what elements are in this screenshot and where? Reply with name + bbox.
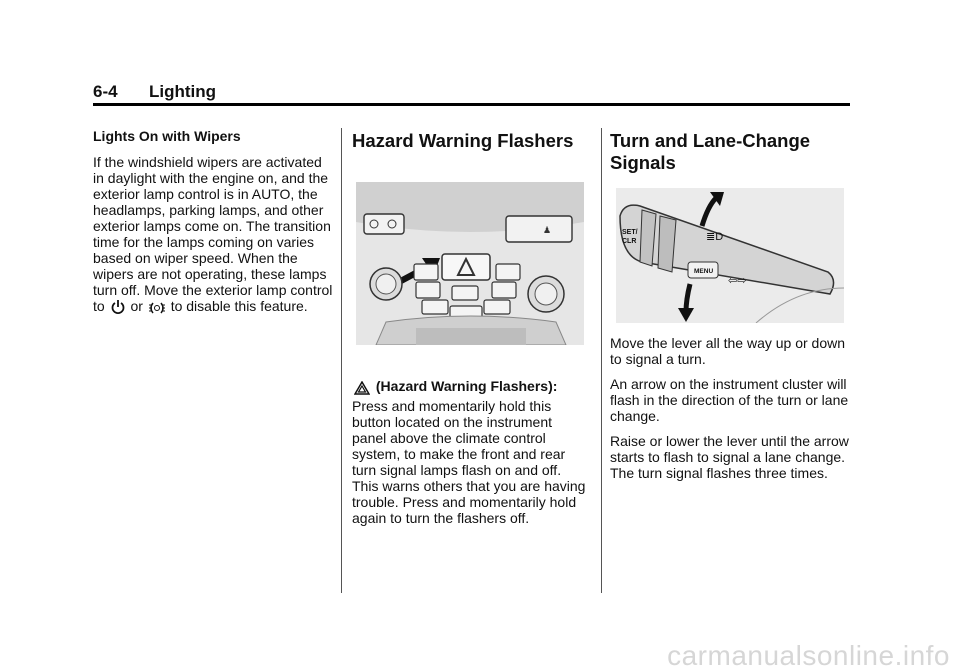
set-label: SET/ xyxy=(622,229,638,236)
hazard-button-illustration xyxy=(356,182,584,345)
turn-signal-description xyxy=(610,335,850,490)
paragraph-text-or: or xyxy=(130,298,143,314)
hazard-term: (Hazard Warning Flashers): xyxy=(375,378,558,394)
parking-lamp-icon xyxy=(149,301,165,318)
hazard-body: Press and momentarily hold this button located on the instrument panel above the climate control system, to make the front and rear turn signal lamps flash on and off. This warns others that you are having trouble. Press and momentarily hold again to turn the flashers off. xyxy=(352,398,586,526)
page-number: 6-4 xyxy=(93,82,118,101)
clr-label: CLR xyxy=(622,238,637,245)
column-turn-signals xyxy=(610,128,850,174)
turn-paragraph-2: An arrow on the instrument cluster will flash in the direction of the turn or lane change. xyxy=(610,376,849,424)
power-icon xyxy=(111,299,125,318)
hazard-description xyxy=(352,378,587,535)
hazard-triangle-icon xyxy=(354,381,370,398)
watermark: carmanualsonline.info xyxy=(667,640,950,671)
paragraph-text-a: If the windshield wipers are activated in daylight with the engine on, and the exterior lamp control is in AUTO, the headlamps, parking lamps, and other exterior lamps come on. The transition time for the lamps coming on varies based on wiper speed. When the wipers are not operating, these lamps turn off. Move the exterior lamp control to xyxy=(93,154,333,314)
turn-paragraph-1: Move the lever all the way up or down to signal a turn. xyxy=(610,335,846,367)
header-rule xyxy=(93,103,850,106)
section-heading-turn-signals: Turn and Lane-Change Signals xyxy=(610,130,811,173)
subsection-heading: Lights On with Wipers xyxy=(93,128,241,144)
column-divider-1 xyxy=(341,128,342,593)
svg-text:⇦⇨: ⇦⇨ xyxy=(728,275,747,287)
section-title: Lighting xyxy=(149,82,217,101)
column-hazard-warning xyxy=(352,128,587,152)
turn-paragraph-3: Raise or lower the lever until the arrow starts to flash to signal a lane change. The turn signal flashes three times. xyxy=(610,433,849,481)
svg-text:≣D: ≣D xyxy=(706,231,724,243)
column-divider-2 xyxy=(601,128,602,593)
turn-signal-lever-illustration xyxy=(616,188,844,323)
lights-wipers-paragraph xyxy=(93,154,333,318)
svg-text:♟: ♟ xyxy=(543,225,552,235)
section-heading: Hazard Warning Flashers xyxy=(352,130,574,151)
paragraph-text-b: to disable this feature. xyxy=(170,298,308,314)
column-lights-on-with-wipers xyxy=(93,128,333,327)
menu-label: MENU xyxy=(694,268,714,275)
hazard-paragraph xyxy=(352,378,587,526)
